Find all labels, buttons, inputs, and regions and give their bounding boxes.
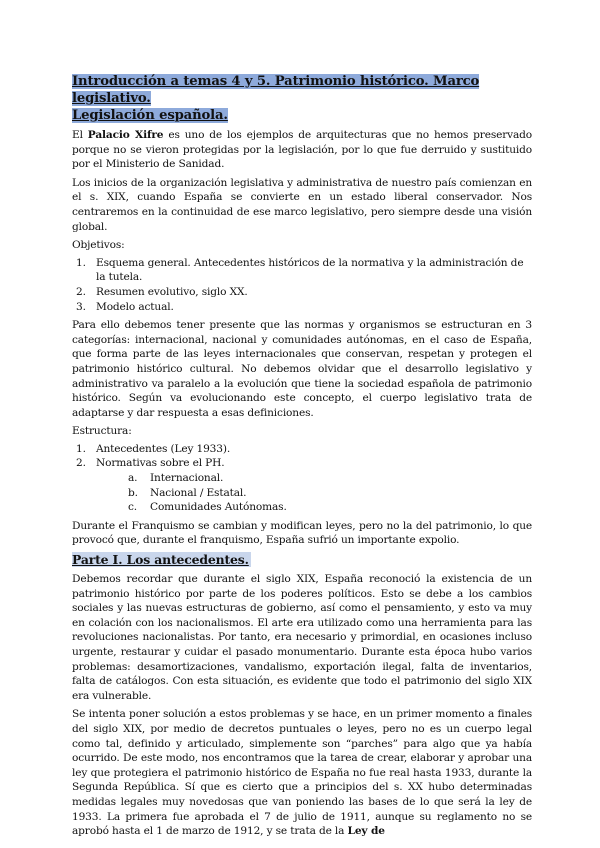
list-item [72,442,532,457]
list-text: Esquema general. Antecedentes históricos de la normativa y la administración de la tutela. [96,256,524,284]
list-letter: a. [128,472,138,485]
section-heading [72,552,532,568]
list-letter: c. [128,501,138,514]
list-item [72,486,532,501]
paragraph-inicios: Los inicios de la organización legislativa y administrativa de nuestro país comienzan en el s. XIX, cuando España se convierte en un estado liberal conservador. Nos centraremos en la continuidad de ese marco legislativo, pero siempre desde una visión global. [72,176,532,233]
list-text: Antecedentes (Ley 1933). [96,442,231,455]
bold-term: Ley de [347,825,385,838]
paragraph-text: es uno de los ejemplos de arquitecturas que no hemos preservado porque no se vieron protegidas por la legislación, por lo que fue derruido y sustituido por el Ministerio de Sanidad. [72,129,533,171]
objetivos-label: Objetivos: [72,239,125,252]
list-text: Modelo actual. [96,300,174,313]
list-item [72,500,532,515]
list-number: 2. [76,457,86,470]
paragraph-palacio-xifre [72,128,532,172]
list-item [72,456,532,471]
paragraph-text: El [72,129,88,141]
objetivos-list [72,256,532,314]
list-item [72,256,532,285]
list-text: Normativas sobre el PH. [96,457,225,470]
list-letter: b. [128,486,138,499]
section-heading-text: Parte I. Los antecedentes. [72,552,249,568]
paragraph-text: Se intenta poner solución a estos problemas y se hace, en un primer momento a finales del siglo XIX, por medio de decretos puntuales o leyes, pero no es un cuerpo legal como tal, definido y articulado, simplemente son “parches” para algo que ya había ocurrido. De este modo, nos encontramos que la tarea de crear, elaborar y aprobar una ley que protegiera el patrimonio histórico de España no fue real hasta 1933, durante la Segunda República. Sí que es cierto que a principios del s. XX hubo determinadas medidas legales muy novedosas que van poniendo las bases de lo que será la ley de 1933. La primera fue aprobada el 7 de julio de 1911, aunque su reglamento no se aprobó hasta el 1 de marzo de 1912, y se trata de la [72,708,532,838]
list-item [72,285,532,300]
list-number: 3. [76,300,86,313]
list-number: 1. [76,442,86,455]
list-text: Nacional / Estatal. [150,486,247,499]
bold-term: Palacio Xifre [87,129,164,141]
paragraph-franquismo: Durante el Franquismo se cambian y modifican leyes, pero no la del patrimonio, lo que provocó que, durante el franquismo, España sufrió un importante expolio. [72,519,532,547]
title-line-2: Legislación española. [72,108,228,123]
paragraph-categorias: Para ello debemos tener presente que las normas y organismos se estructuran en 3 categorías: internacional, nacional y comunidades autónomas, en el caso de España, que forma parte de las leyes internacionales que conservan, respetan y protegen el patrimonio histórico cultural. No debemos olvidar que el desarrollo legislativo y administrativo va paralelo a la evolución que tiene la sociedad española de patrimonio histórico. Según va evolucionando este concepto, el cuerpo legislativo trata de adaptarse y dar respuesta a esas definiciones. [72,319,532,419]
list-text: Internacional. [150,472,224,485]
list-number: 2. [76,285,86,298]
list-number: 1. [76,256,86,269]
list-item [72,300,532,315]
list-text: Resumen evolutivo, siglo XX. [96,285,248,298]
document-title [72,73,532,124]
estructura-sublist [72,471,532,515]
paragraph-siglo-xix: Debemos recordar que durante el siglo XIX, España reconoció la existencia de un patrimonio histórico por parte de los poderes políticos. Esto se debe a los cambios sociales y las nuevas estructuras de gobierno, así como el pensamiento, y esto va muy en colación con los nacionalismos. El arte era utilizado como una herramienta para las revoluciones nacionalistas. Por tanto, era necesario y primordial, en ocasiones incluso urgente, restaurar y cuidar el pasado monumentario. Durante esta época hubo varios problemas: desamortizaciones, vandalismo, exportación ilegal, falta de inventarios, falta de catálogos. Con esta situación, es evidente que todo el patrimonio del siglo XIX era vulnerable. [72,573,532,702]
list-item [72,471,532,486]
paragraph-solucion [72,707,532,838]
list-text: Comunidades Autónomas. [150,501,287,514]
estructura-label: Estructura: [72,425,132,438]
estructura-list [72,442,532,471]
title-line-1: Introducción a temas 4 y 5. Patrimonio histórico. Marco legislativo. [72,74,480,106]
